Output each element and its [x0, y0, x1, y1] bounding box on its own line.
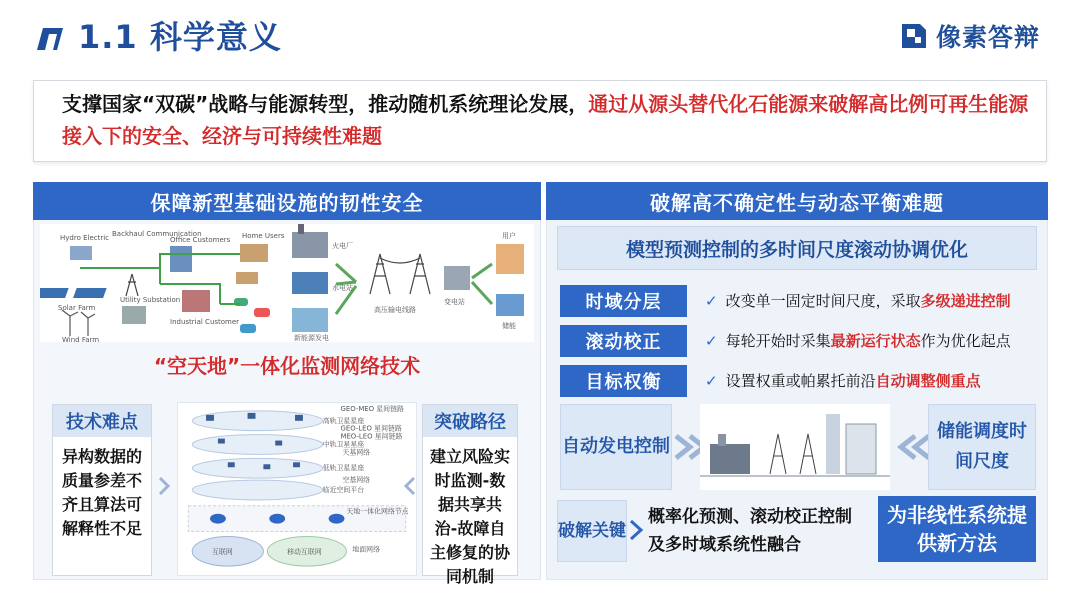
- svg-text:Home Users: Home Users: [242, 232, 285, 240]
- svg-text:用户: 用户: [502, 232, 516, 240]
- svg-text:天地一体化网络节点: 天地一体化网络节点: [346, 507, 409, 516]
- power-grid-illustration: [40, 224, 534, 342]
- check-icon: ✓: [705, 332, 718, 350]
- check-icon: ✓: [705, 372, 718, 390]
- svg-text:GEO-LEO 星间链路: GEO-LEO 星间链路: [340, 424, 402, 433]
- chevron-left-icon: [402, 474, 418, 498]
- svg-text:Backhaul Communication: Backhaul Communication: [112, 230, 202, 238]
- page-title: 1.1 科学意义: [78, 18, 282, 56]
- svg-text:临近空间平台: 临近空间平台: [322, 485, 365, 494]
- hydro-icon: [70, 246, 92, 260]
- svg-text:MEO-LEO 星间链路: MEO-LEO 星间链路: [340, 432, 403, 441]
- time-layering-text: ✓ 改变单一固定时间尺度，采取多级递进控制: [705, 292, 1011, 310]
- logo: [898, 18, 1040, 54]
- check-icon: ✓: [705, 292, 718, 310]
- industrial-icon: [182, 290, 210, 312]
- rolling-correction-label: 滚动校正: [560, 325, 687, 357]
- thermal-plant-icon: [292, 232, 328, 258]
- wind-turbine-icon: [62, 310, 95, 336]
- space-air-ground-network-diagram: [177, 402, 417, 576]
- svg-text:火电厂: 火电厂: [332, 242, 353, 250]
- office-building-icon: [170, 246, 192, 272]
- svg-text:储能: 储能: [502, 322, 516, 330]
- storage-icon: [496, 294, 524, 316]
- agc-box: 自动发电控制: [560, 404, 672, 490]
- objective-tradeoff-label: 目标权衡: [560, 365, 687, 397]
- svg-text:Utility Substation: Utility Substation: [120, 296, 181, 304]
- svg-text:Industrial Customer: Industrial Customer: [170, 318, 240, 326]
- svg-text:地面网络: 地面网络: [352, 545, 380, 554]
- right-panel-header: 破解高不确定性与动态平衡难题: [546, 182, 1048, 220]
- svg-text:新能源发电: 新能源发电: [294, 334, 329, 342]
- breakthrough-text: 建立风险实时监测-数据共享共治-故障自主修复的协同机制: [429, 447, 510, 586]
- left-panel-header: 保障新型基础设施的韧性安全: [33, 182, 541, 220]
- transmission-tower-icon: [370, 254, 430, 294]
- substation-icon: [122, 306, 146, 324]
- breakthrough-heading: 突破路径: [423, 405, 517, 437]
- substation-icon: [444, 266, 470, 290]
- logo-mark-icon: [898, 20, 930, 52]
- solar-icon: [40, 288, 69, 298]
- chevron-right-icon: [628, 518, 644, 542]
- tech-difficulty-text: 异构数据的质量参差不齐且算法可解释性不足: [61, 447, 142, 538]
- svg-text:水电站: 水电站: [332, 284, 353, 292]
- mpc-subtitle: 模型预测控制的多时间尺度滚动协调优化: [557, 226, 1037, 270]
- new-method-box: 为非线性系统提供新方法: [878, 496, 1036, 562]
- breakthrough-box: [422, 404, 518, 586]
- tower-icon: [126, 274, 138, 296]
- power-supply-chain: [292, 224, 524, 342]
- svg-text:GEO-MEO 星间链路: GEO-MEO 星间链路: [340, 404, 404, 413]
- svg-text:互联网: 互联网: [211, 548, 233, 557]
- rolling-correction-text: ✓ 每轮开始时采集最新运行状态作为优化起点: [705, 332, 1011, 350]
- chevron-right-icon: [156, 474, 172, 498]
- svg-text:低轨卫星星座: 低轨卫星星座: [322, 464, 365, 473]
- svg-text:中轨卫星星座: 中轨卫星星座: [322, 440, 365, 449]
- home-icon: [240, 244, 268, 262]
- summary-text-red: 通过从源头替代化石能源来破解高比例可再生能源接入下的安全、经济与可持续性难题: [62, 92, 1029, 148]
- svg-text:Solar Farm: Solar Farm: [58, 304, 96, 312]
- power-system-illustration: [700, 404, 890, 490]
- svg-text:Wind Farm: Wind Farm: [62, 336, 100, 342]
- title-icon: [35, 24, 65, 54]
- svg-text:高轨卫星星座: 高轨卫星星座: [322, 416, 365, 425]
- svg-text:天基网络: 天基网络: [342, 448, 371, 457]
- svg-text:高压输电线路: 高压输电线路: [374, 306, 416, 314]
- key-label-box: 破解关键: [557, 500, 627, 562]
- key-description: 概率化预测、滚动校正控制及多时域系统性融合: [648, 507, 852, 555]
- hydro-station-icon: [292, 272, 328, 294]
- svg-text:Office Customers: Office Customers: [170, 236, 231, 244]
- monitoring-network-title: “空天地”一体化监测网络技术: [153, 354, 421, 378]
- svg-text:移动互联网: 移动互联网: [287, 548, 322, 557]
- tech-difficulty-heading: 技术难点: [53, 405, 151, 437]
- svg-text:变电站: 变电站: [444, 298, 465, 306]
- summary-text-black: 支撑国家“双碳”战略与能源转型，推动随机系统理论发展，: [62, 92, 589, 116]
- summary-text: [62, 88, 1037, 152]
- logo-text: 像素答辩: [936, 23, 1041, 52]
- time-layering-label: 时域分层: [560, 285, 687, 317]
- double-chevron-left-icon: [893, 432, 933, 462]
- tech-difficulty-box: [52, 404, 152, 576]
- smart-grid-diagram: [40, 230, 285, 342]
- svg-text:空基网络: 空基网络: [342, 476, 371, 485]
- renewable-icon: [292, 308, 328, 332]
- objective-tradeoff-text: ✓ 设置权重或帕累托前沿自动调整侧重点: [705, 372, 981, 390]
- storage-scheduling-box: 储能调度时间尺度: [928, 404, 1036, 490]
- user-building-icon: [496, 244, 524, 274]
- svg-text:Hydro Electric: Hydro Electric: [60, 234, 110, 242]
